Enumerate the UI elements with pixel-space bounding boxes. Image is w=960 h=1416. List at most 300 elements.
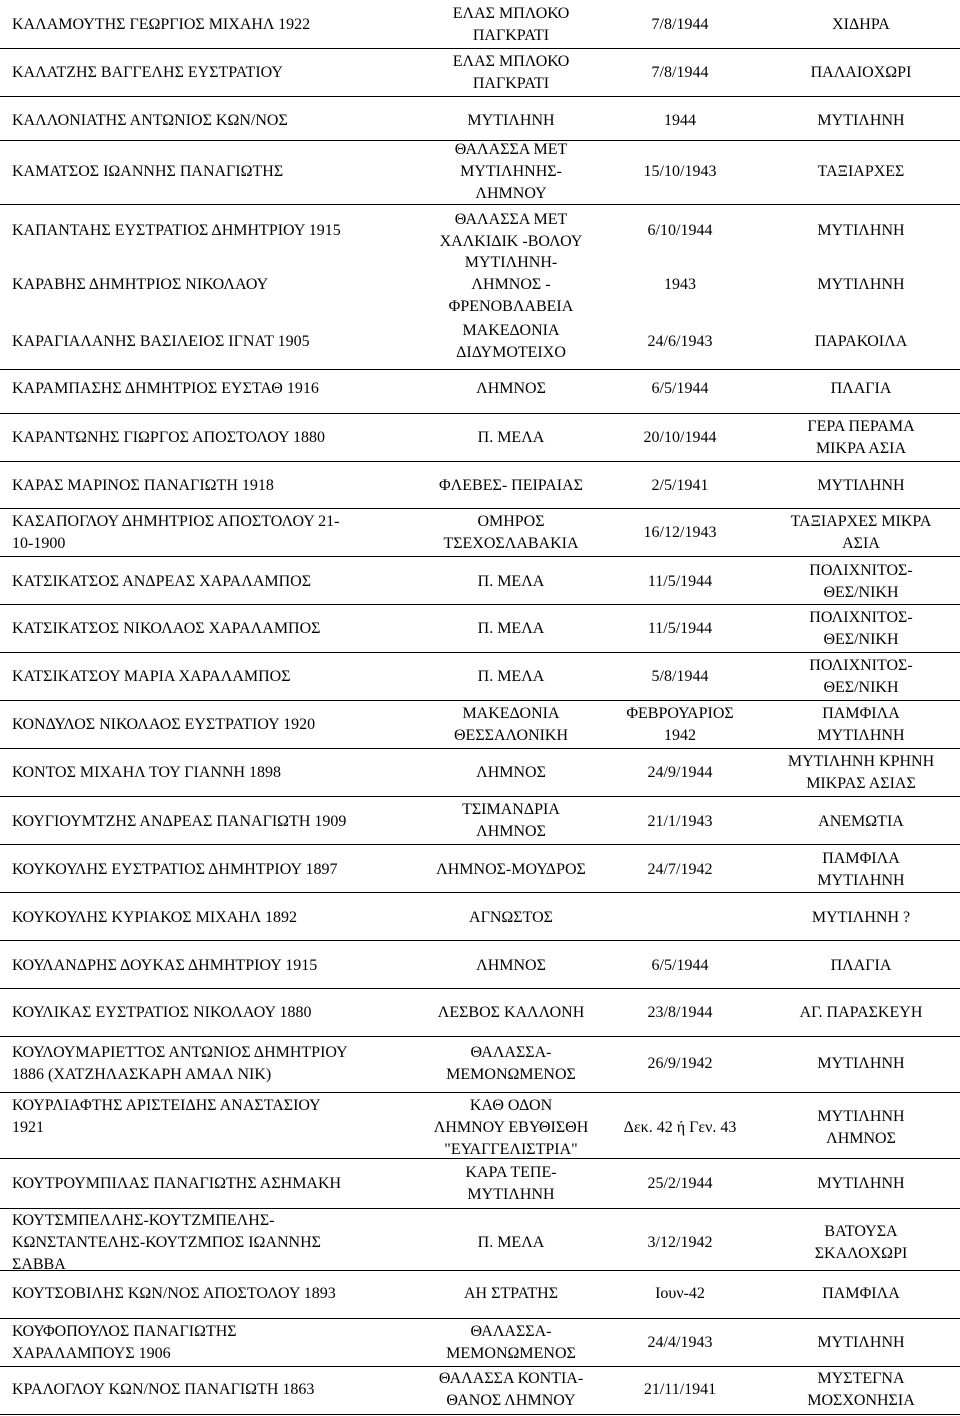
name-line: ΚΑΡΑΣ ΜΑΡΙΝΟΣ ΠΑΝΑΓΙΩΤΗ 1918: [12, 477, 274, 494]
village-line: ΑΓ. ΠΑΡΑΣΚΕΥΗ: [799, 1004, 923, 1021]
name-line: ΚΑΤΣΙΚΑΤΣΟΣ ΝΙΚΟΛΑΟΣ ΧΑΡΑΛΑΜΠΟΣ: [12, 620, 321, 637]
name-line: ΧΑΡΑΛΑΜΠΟΥΣ 1906: [12, 1345, 171, 1362]
table-row: [0, 416, 960, 460]
date-cell: [590, 811, 770, 833]
village-cell: [764, 1053, 958, 1075]
person-name-cell: [12, 14, 412, 36]
row-divider: [0, 413, 960, 414]
row-divider: [0, 1036, 960, 1037]
date-cell: [590, 14, 770, 36]
date-line: 24/6/1943: [647, 333, 713, 350]
table-row: [0, 320, 960, 364]
row-divider: [0, 940, 960, 941]
row-divider: [0, 1208, 960, 1209]
table-row: [0, 367, 960, 411]
village-line: ΠΑΜΦΙΛΑ: [822, 1285, 900, 1302]
table-row: [0, 655, 960, 699]
village-line: ΣΚΑΛΟΧΩΡΙ: [814, 1245, 908, 1262]
date-cell: [590, 618, 770, 640]
date-cell: [590, 955, 770, 977]
date-cell: [590, 1002, 770, 1024]
person-name-cell: [12, 427, 412, 449]
date-cell: [590, 220, 770, 242]
date-cell: [590, 859, 770, 881]
village-cell: [764, 416, 958, 460]
place-line: ΦΛΕΒΕΣ- ΠΕΙΡΑΙΑΣ: [438, 477, 583, 494]
person-name-cell: [12, 62, 412, 84]
table-row: [0, 991, 960, 1035]
village-cell: [764, 560, 958, 604]
place-line: ΛΗΜΝΟΣ-ΜΟΥΔΡΟΣ: [436, 861, 586, 878]
row-divider: [0, 1366, 960, 1367]
place-line: Π. ΜΕΛΑ: [477, 429, 545, 446]
place-of-death-cell: [400, 475, 622, 497]
date-cell: [590, 762, 770, 784]
table-row: [0, 99, 960, 143]
date-cell: [590, 274, 770, 296]
table-row: [0, 944, 960, 988]
date-line: 3/12/1942: [647, 1234, 713, 1251]
place-of-death-cell: [400, 427, 622, 449]
person-name-cell: [12, 1283, 412, 1305]
date-line: 21/1/1943: [647, 813, 713, 830]
table-row: [0, 848, 960, 892]
date-line: 11/5/1944: [647, 620, 713, 637]
place-line: ΜΥΤΙΛΗΝΗ: [467, 112, 555, 129]
place-of-death-cell: [400, 320, 622, 364]
date-line: 6/5/1944: [651, 957, 709, 974]
name-line: ΚΑΛΛΟΝΙΑΤΗΣ ΑΝΤΩΝΙΟΣ ΚΩΝ/ΝΟΣ: [12, 112, 288, 129]
person-name-cell: [12, 666, 412, 688]
place-of-death-cell: [400, 666, 622, 688]
place-of-death-cell: [400, 3, 622, 47]
row-divider: [0, 508, 960, 509]
date-line: 11/5/1944: [647, 573, 713, 590]
person-name-cell: [12, 762, 412, 784]
name-line: ΚΑΛΑΤΖΗΣ ΒΑΓΓΕΛΗΣ ΕΥΣΤΡΑΤΙΟΥ: [12, 64, 283, 81]
row-divider: [0, 461, 960, 462]
village-cell: [764, 655, 958, 699]
place-of-death-cell: [400, 907, 622, 929]
row-divider: [0, 1092, 960, 1093]
village-line: ΤΑΞΙΑΡΧΕΣ ΜΙΚΡΑ: [790, 513, 932, 530]
table-row: [0, 1095, 960, 1161]
name-line: ΚΟΥΓΙΟΥΜΤΖΗΣ ΑΝΔΡΕΑΣ ΠΑΝΑΓΙΩΤΗ 1909: [12, 813, 347, 830]
date-line: 25/2/1944: [647, 1175, 713, 1192]
village-line: ΜΥΤΙΛΗΝΗ: [817, 1334, 905, 1351]
place-of-death-cell: [400, 571, 622, 593]
table-row: [0, 1210, 960, 1276]
date-line: 1943: [664, 276, 696, 293]
date-line: 6/10/1944: [647, 222, 713, 239]
place-of-death-cell: [400, 139, 622, 205]
place-of-death-cell: [400, 1002, 622, 1024]
name-line: ΚΟΥΚΟΥΛΗΣ ΚΥΡΙΑΚΟΣ ΜΙΧΑΗΛ 1892: [12, 909, 297, 926]
place-of-death-cell: [400, 703, 622, 747]
place-line: ΕΛΑΣ ΜΠΛΟΚΟ: [452, 5, 570, 22]
village-line: ΓΕΡΑ ΠΕΡΑΜΑ: [807, 418, 915, 435]
place-line: ΛΗΜΝΟΥ: [475, 185, 547, 202]
date-line: 16/12/1943: [643, 524, 717, 541]
village-cell: [764, 378, 958, 400]
place-line: ΚΑΘ ΟΔΟΝ: [469, 1097, 553, 1114]
name-line: ΚΑΛΑΜΟΥΤΗΣ ΓΕΩΡΓΙΟΣ ΜΙΧΑΗΛ 1922: [12, 16, 311, 33]
date-cell: [590, 427, 770, 449]
person-name-cell: [12, 161, 412, 183]
village-line: ΜΥΤΙΛΗΝΗ: [817, 872, 905, 889]
name-line: ΚΑΜΑΤΣΟΣ ΙΩΑΝΝΗΣ ΠΑΝΑΓΙΩΤΗΣ: [12, 163, 284, 180]
person-name-cell: [12, 331, 412, 353]
village-cell: [764, 1002, 958, 1024]
place-line: ΤΣΕΧΟΣΛΑΒΑΚΙΑ: [443, 535, 579, 552]
village-line: ΜΥΤΙΛΗΝΗ ΚΡΗΝΗ: [787, 753, 935, 770]
place-line: ΑΗ ΣΤΡΑΤΗΣ: [463, 1285, 559, 1302]
person-name-cell: [12, 618, 412, 640]
name-line: ΚΑΤΣΙΚΑΤΣΟΣ ΑΝΔΡΕΑΣ ΧΑΡΑΛΑΜΠΟΣ: [12, 573, 312, 590]
name-line: ΚΟΝΔΥΛΟΣ ΝΙΚΟΛΑΟΣ ΕΥΣΤΡΑΤΙΟΥ 1920: [12, 716, 316, 733]
row-divider: [0, 1318, 960, 1319]
village-cell: [764, 848, 958, 892]
village-line: ΠΑΜΦΙΛΑ: [822, 705, 900, 722]
place-line: ΘΕΣΣΑΛΟΝΙΚΗ: [454, 727, 568, 744]
date-line: 24/9/1944: [647, 764, 713, 781]
person-name-cell: [12, 955, 412, 977]
name-line: ΚΟΥΦΟΠΟΥΛΟΣ ΠΑΝΑΓΙΩΤΗΣ: [12, 1323, 237, 1340]
table-row: [0, 607, 960, 651]
village-line: ΜΟΣΧΟΝΗΣΙΑ: [807, 1392, 915, 1409]
row-divider: [0, 892, 960, 893]
name-line: ΚΟΥΡΛΙΑΦΤΗΣ ΑΡΙΣΤΕΙΔΗΣ ΑΝΑΣΤΑΣΙΟΥ: [12, 1097, 321, 1114]
date-cell: [590, 331, 770, 353]
village-cell: [764, 1173, 958, 1195]
village-cell: [764, 14, 958, 36]
place-of-death-cell: [400, 1042, 622, 1086]
name-line: ΚΩΝΣΤΑΝΤΕΛΗΣ-ΚΟΥΤΖΜΠΟΣ ΙΩΑΝΝΗΣ: [12, 1234, 321, 1251]
village-line: ΘΕΣ/ΝΙΚΗ: [823, 584, 899, 601]
person-name-cell: [12, 859, 412, 881]
place-line: ΛΗΜΝΟΣ -: [471, 276, 551, 293]
place-line: ΑΓΝΩΣΤΟΣ: [469, 909, 553, 926]
village-cell: [764, 955, 958, 977]
row-divider: [0, 48, 960, 49]
village-line: ΒΑΤΟΥΣΑ: [824, 1223, 898, 1240]
village-cell: [764, 110, 958, 132]
village-cell: [764, 703, 958, 747]
village-line: ΜΥΣΤΕΓΝΑ: [817, 1370, 905, 1387]
date-line: Δεκ. 42 ή Γεν. 43: [623, 1119, 737, 1136]
name-line: 1921: [12, 1119, 44, 1136]
name-line: ΚΑΡΑΒΗΣ ΔΗΜΗΤΡΙΟΣ ΝΙΚΟΛΑΟΥ: [12, 276, 269, 293]
place-of-death-cell: [400, 1283, 622, 1305]
place-line: ΚΑΡΑ ΤΕΠΕ-: [465, 1164, 557, 1181]
place-line: ΦΡΕΝΟΒΛΑΒΕΙΑ: [448, 298, 574, 315]
village-line: ΠΑΛΑΙΟΧΩΡΙ: [810, 64, 912, 81]
place-line: "ΕΥΑΓΓΕΛΙΣΤΡΙΑ": [444, 1141, 578, 1158]
date-cell: [590, 1173, 770, 1195]
person-name-cell: [12, 1379, 412, 1401]
place-line: ΛΗΜΝΟΣ: [476, 823, 546, 840]
place-line: ΛΗΜΝΟΥ ΕΒΥΘΙΣΘΗ: [433, 1119, 589, 1136]
name-line: ΣΑΒΒΑ: [12, 1256, 66, 1273]
village-cell: [764, 1368, 958, 1412]
person-name-cell: [12, 1321, 412, 1365]
date-line: ΦΕΒΡΟΥΑΡΙΟΣ: [626, 705, 734, 722]
table-row: [0, 511, 960, 555]
name-line: ΚΡΑΛΟΓΛΟΥ ΚΩΝ/ΝΟΣ ΠΑΝΑΓΙΩΤΗ 1863: [12, 1381, 315, 1398]
village-line: ΜΙΚΡΑΣ ΑΣΙΑΣ: [806, 775, 916, 792]
date-cell: [590, 703, 770, 747]
row-divider: [0, 988, 960, 989]
date-cell: [590, 1379, 770, 1401]
name-line: ΚΑΡΑΓΙΑΛΑΝΗΣ ΒΑΣΙΛΕΙΟΣ ΙΓΝΑΤ 1905: [12, 333, 310, 350]
table-row: [0, 3, 960, 47]
person-name-cell: [12, 475, 412, 497]
person-name-cell: [12, 571, 412, 593]
name-line: ΚΑΤΣΙΚΑΤΣΟΥ ΜΑΡΙΑ ΧΑΡΑΛΑΜΠΟΣ: [12, 668, 291, 685]
village-line: ΘΕΣ/ΝΙΚΗ: [823, 631, 899, 648]
place-of-death-cell: [400, 110, 622, 132]
name-line: ΚΟΝΤΟΣ ΜΙΧΑΗΛ ΤΟΥ ΓΙΑΝΝΗ 1898: [12, 764, 282, 781]
place-line: ΔΙΔΥΜΟΤΕΙΧΟ: [456, 344, 566, 361]
date-cell: [590, 378, 770, 400]
date-cell: [590, 1053, 770, 1075]
place-line: ΘΑΛΑΣΣΑ ΜΕΤ: [454, 141, 568, 158]
place-of-death-cell: [400, 209, 622, 253]
date-line: 15/10/1943: [643, 163, 717, 180]
place-line: ΘΑΛΑΣΣΑ-: [470, 1323, 552, 1340]
village-cell: [764, 751, 958, 795]
village-line: ΤΑΞΙΑΡΧΕΣ: [817, 163, 905, 180]
date-line: 26/9/1942: [647, 1055, 713, 1072]
table-row: [0, 799, 960, 845]
place-line: ΛΗΜΝΟΣ: [476, 380, 546, 397]
village-cell: [764, 475, 958, 497]
date-line: 6/5/1944: [651, 380, 709, 397]
date-cell: [590, 522, 770, 544]
place-of-death-cell: [400, 799, 622, 843]
table-row: [0, 51, 960, 95]
village-cell: [764, 62, 958, 84]
place-line: ΜΑΚΕΔΟΝΙΑ: [462, 322, 560, 339]
date-line: 1944: [664, 112, 696, 129]
village-cell: [764, 907, 958, 929]
village-cell: [764, 1332, 958, 1354]
table-row: [0, 703, 960, 747]
table-row: [0, 464, 960, 508]
village-line: ΑΣΙΑ: [842, 535, 880, 552]
table-row: [0, 1320, 960, 1366]
place-line: ΠΑΓΚΡΑΤΙ: [472, 27, 550, 44]
date-cell: [590, 1332, 770, 1354]
village-cell: [764, 274, 958, 296]
name-line: ΚΑΡΑΝΤΩΝΗΣ ΓΙΩΡΓΟΣ ΑΠΟΣΤΟΛΟΥ 1880: [12, 429, 325, 446]
name-line: ΚΟΥΤΣΜΠΕΛΛΗΣ-ΚΟΥΤΖΜΠΕΛΗΣ-: [12, 1212, 275, 1229]
person-name-cell: [12, 714, 412, 736]
place-line: ΕΛΑΣ ΜΠΛΟΚΟ: [452, 53, 570, 70]
row-divider: [0, 556, 960, 557]
date-cell: [590, 666, 770, 688]
person-name-cell: [12, 907, 412, 929]
village-cell: [764, 331, 958, 353]
person-name-cell: [12, 220, 412, 242]
name-line: ΚΟΥΚΟΥΛΗΣ ΕΥΣΤΡΑΤΙΟΣ ΔΗΜΗΤΡΙΟΥ 1897: [12, 861, 338, 878]
date-cell: [590, 1117, 770, 1139]
village-cell: [764, 811, 958, 833]
name-line: ΚΟΥΤΣΟΒΙΛΗΣ ΚΩΝ/ΝΟΣ ΑΠΟΣΤΟΛΟΥ 1893: [12, 1285, 336, 1302]
place-of-death-cell: [400, 1368, 622, 1412]
place-of-death-cell: [400, 618, 622, 640]
village-line: ΧΙΔΗΡΑ: [832, 16, 890, 33]
date-cell: [590, 571, 770, 593]
place-line: ΠΑΓΚΡΑΤΙ: [472, 75, 550, 92]
place-of-death-cell: [400, 51, 622, 95]
village-line: ΑΝΕΜΩΤΙΑ: [818, 813, 904, 830]
place-line: ΛΗΜΝΟΣ: [476, 764, 546, 781]
person-name-cell: [12, 1002, 412, 1024]
date-line: 1942: [664, 727, 696, 744]
village-line: ΜΥΤΙΛΗΝΗ: [817, 112, 905, 129]
village-line: ΜΙΚΡΑ ΑΣΙΑ: [815, 440, 907, 457]
table-row: [0, 751, 960, 795]
place-line: ΛΗΜΝΟΣ: [476, 957, 546, 974]
name-line: 1886 (ΧΑΤΖΗΛΑΣΚΑΡΗ ΑΜΑΛ ΝΙΚ): [12, 1066, 272, 1083]
person-name-cell: [12, 378, 412, 400]
place-of-death-cell: [400, 378, 622, 400]
village-line: ΠΟΛΙΧΝΙΤΟΣ-: [809, 657, 913, 674]
row-divider: [0, 748, 960, 749]
place-line: ΤΣΙΜΑΝΔΡΙΑ: [462, 801, 560, 818]
place-of-death-cell: [400, 762, 622, 784]
date-cell: [590, 62, 770, 84]
table-row: [0, 143, 960, 201]
place-of-death-cell: [400, 511, 622, 555]
village-line: ΠΛΑΓΙΑ: [830, 957, 892, 974]
row-divider: [0, 796, 960, 797]
place-line: ΜΕΜΟΝΩΜΕΝΟΣ: [446, 1345, 576, 1362]
date-cell: [590, 161, 770, 183]
date-cell: [590, 1232, 770, 1254]
village-line: ΠΛΑΓΙΑ: [830, 380, 892, 397]
row-divider: [0, 700, 960, 701]
village-cell: [764, 511, 958, 555]
table-row: [0, 1368, 960, 1412]
village-line: ΜΥΤΙΛΗΝΗ: [817, 477, 905, 494]
place-of-death-cell: [400, 1095, 622, 1161]
village-line: ΜΥΤΙΛΗΝΗ: [817, 276, 905, 293]
place-line: Π. ΜΕΛΑ: [477, 620, 545, 637]
date-cell: [590, 1283, 770, 1305]
village-cell: [764, 1283, 958, 1305]
person-name-cell: [12, 1210, 412, 1276]
place-line: ΜΑΚΕΔΟΝΙΑ: [462, 705, 560, 722]
place-line: ΜΥΤΙΛΗΝΗΣ-: [460, 163, 562, 180]
village-line: ΜΥΤΙΛΗΝΗ ?: [811, 909, 911, 926]
village-cell: [764, 1221, 958, 1265]
village-cell: [764, 220, 958, 242]
place-of-death-cell: [400, 1321, 622, 1365]
name-line: ΚΑΣΑΠΟΓΛΟΥ ΔΗΜΗΤΡΙΟΣ ΑΠΟΣΤΟΛΟΥ 21-: [12, 513, 340, 530]
table-row: [0, 209, 960, 253]
place-line: ΧΑΛΚΙΔΙΚ -ΒΟΛΟΥ: [439, 233, 583, 250]
date-cell: [590, 110, 770, 132]
village-cell: [764, 607, 958, 651]
table-row: [0, 255, 960, 315]
date-line: 5/8/1944: [651, 668, 709, 685]
date-line: 7/8/1944: [651, 16, 709, 33]
village-line: ΠΑΜΦΙΛΑ: [822, 850, 900, 867]
name-line: 10-1900: [12, 535, 66, 552]
village-line: ΜΥΤΙΛΗΝΗ: [817, 727, 905, 744]
table-row: [0, 1272, 960, 1316]
date-line: 7/8/1944: [651, 64, 709, 81]
place-line: Π. ΜΕΛΑ: [477, 668, 545, 685]
village-cell: [764, 161, 958, 183]
row-divider: [0, 1414, 960, 1415]
village-line: ΜΥΤΙΛΗΝΗ: [817, 1175, 905, 1192]
row-divider: [0, 96, 960, 97]
place-line: ΟΜΗΡΟΣ: [477, 513, 545, 530]
village-line: ΠΟΛΙΧΝΙΤΟΣ-: [809, 562, 913, 579]
place-of-death-cell: [400, 1232, 622, 1254]
date-cell: [590, 475, 770, 497]
place-of-death-cell: [400, 859, 622, 881]
table-row: [0, 1162, 960, 1206]
place-line: ΘΑΝΟΣ ΛΗΜΝΟΥ: [446, 1392, 576, 1409]
village-line: ΜΥΤΙΛΗΝΗ: [817, 1055, 905, 1072]
person-name-cell: [12, 110, 412, 132]
table-row: [0, 560, 960, 604]
person-name-cell: [12, 1042, 412, 1086]
name-line: ΚΑΠΑΝΤΑΗΣ ΕΥΣΤΡΑΤΙΟΣ ΔΗΜΗΤΡΙΟΥ 1915: [12, 222, 341, 239]
place-line: ΜΥΤΙΛΗΝΗ-: [464, 254, 558, 271]
village-line: ΛΗΜΝΟΣ: [826, 1130, 896, 1147]
date-line: 24/4/1943: [647, 1334, 713, 1351]
person-name-cell: [12, 1173, 412, 1195]
place-line: ΜΕΜΟΝΩΜΕΝΟΣ: [446, 1066, 576, 1083]
place-line: ΘΑΛΑΣΣΑ ΚΟΝΤΙΑ-: [438, 1370, 584, 1387]
person-name-cell: [12, 1095, 412, 1139]
village-line: ΠΑΡΑΚΟΙΛΑ: [814, 333, 908, 350]
name-line: ΚΟΥΛΙΚΑΣ ΕΥΣΤΡΑΤΙΟΣ ΝΙΚΟΛΑΟΥ 1880: [12, 1004, 312, 1021]
person-name-cell: [12, 274, 412, 296]
table-row: [0, 1041, 960, 1087]
row-divider: [0, 604, 960, 605]
person-name-cell: [12, 511, 412, 555]
date-line: 21/11/1941: [643, 1381, 717, 1398]
village-cell: [764, 1106, 958, 1150]
village-line: ΜΥΤΙΛΗΝΗ: [817, 1108, 905, 1125]
place-of-death-cell: [400, 252, 622, 318]
village-line: ΠΟΛΙΧΝΙΤΟΣ-: [809, 609, 913, 626]
place-line: ΘΑΛΑΣΣΑ ΜΕΤ: [454, 211, 568, 228]
date-line: 20/10/1944: [643, 429, 717, 446]
date-line: 2/5/1941: [651, 477, 709, 494]
row-divider: [0, 652, 960, 653]
table-row: [0, 896, 960, 940]
place-line: ΜΥΤΙΛΗΝΗ: [467, 1186, 555, 1203]
place-of-death-cell: [400, 955, 622, 977]
date-line: 23/8/1944: [647, 1004, 713, 1021]
name-line: ΚΟΥΛΑΝΔΡΗΣ ΔΟΥΚΑΣ ΔΗΜΗΤΡΙΟΥ 1915: [12, 957, 318, 974]
place-line: Π. ΜΕΛΑ: [477, 573, 545, 590]
name-line: ΚΑΡΑΜΠΑΣΗΣ ΔΗΜΗΤΡΙΟΣ ΕΥΣΤΑΘ 1916: [12, 380, 319, 397]
name-line: ΚΟΥΤΡΟΥΜΠΙΛΑΣ ΠΑΝΑΓΙΩΤΗΣ ΑΣΗΜΑΚΗ: [12, 1175, 342, 1192]
date-line: Ιουν-42: [655, 1285, 705, 1302]
person-name-cell: [12, 811, 412, 833]
date-line: 24/7/1942: [647, 861, 713, 878]
place-line: ΛΕΣΒΟΣ ΚΑΛΛΟΝΗ: [437, 1004, 585, 1021]
place-of-death-cell: [400, 1162, 622, 1206]
